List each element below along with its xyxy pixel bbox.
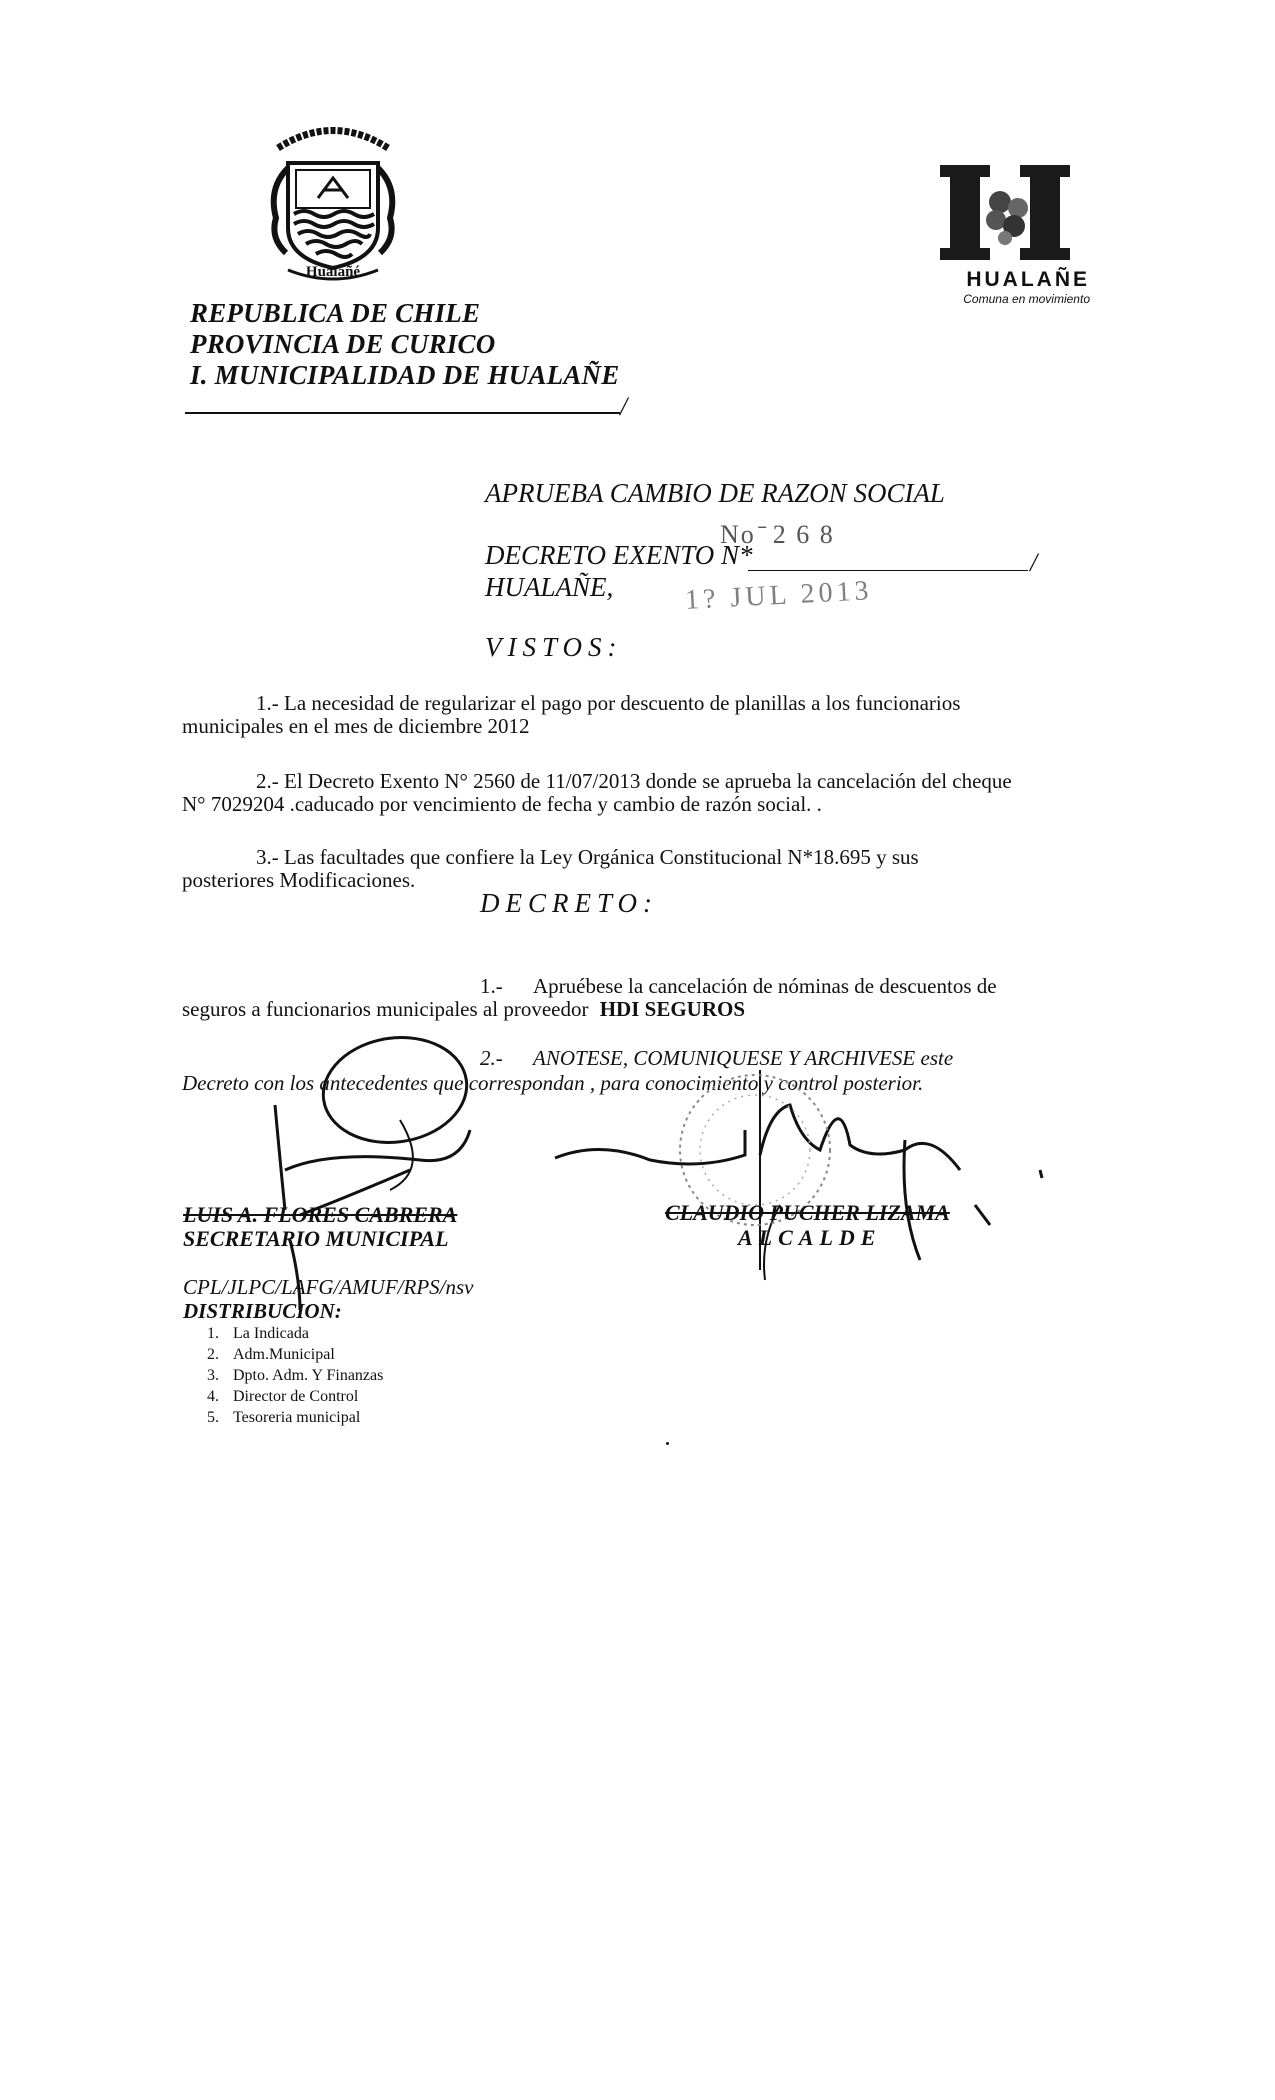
- footer-initials: CPL/JLPC/LAFG/AMUF/RPS/nsv: [183, 1275, 474, 1299]
- header-line-republic: REPUBLICA DE CHILE: [190, 298, 481, 328]
- decreto-item-2-line-1: ANOTESE, COMUNIQUESE Y ARCHIVESE este: [533, 1046, 954, 1070]
- vistos-item-2-line-2: N° 7029204 .caducado por vencimiento de fecha y cambio de razón social. .: [182, 792, 822, 816]
- vistos-item-3-line-2: posteriores Modificaciones.: [182, 868, 416, 892]
- crest-caption-bottom: Hualañé: [305, 264, 361, 280]
- crest-icon: [258, 118, 408, 283]
- decreto-heading: DECRETO:: [480, 888, 659, 918]
- decree-number-label: DECRETO EXENTO N*: [485, 540, 753, 570]
- decree-stamped-number: No ̄ 2 6 8: [720, 520, 835, 549]
- list-item-num: 2.: [207, 1346, 219, 1363]
- left-signatory-name: LUIS A. FLORES CABRERA: [183, 1202, 458, 1227]
- decreto-item-2-line-2: Decreto con los antecedentes que correspondan , para conocimiento y control posterior.: [182, 1071, 924, 1095]
- right-signatory-name: CLAUDIO PUCHER LIZAMA: [665, 1200, 950, 1225]
- list-item-label: La Indicada: [233, 1325, 309, 1342]
- stray-dot: [666, 1442, 669, 1445]
- list-item: [183, 1365, 383, 1386]
- header-line-province: PROVINCIA DE CURICO: [190, 329, 496, 359]
- decreto-item-1-line-2-text: seguros a funcionarios municipales al proveedor: [182, 997, 589, 1021]
- vistos-heading: VISTOS:: [485, 632, 623, 662]
- list-item-num: 4.: [207, 1388, 219, 1405]
- list-item-label: Adm.Municipal: [233, 1346, 335, 1363]
- right-signatory-title: ALCALDE: [738, 1225, 882, 1250]
- list-item-label: Tesoreria municipal: [233, 1409, 361, 1426]
- list-item: [183, 1344, 383, 1365]
- list-item: [183, 1386, 383, 1407]
- vistos-item-1-line-2: municipales en el mes de diciembre 2012: [182, 714, 530, 738]
- list-item-label: Director de Control: [233, 1388, 359, 1405]
- list-item-num: 5.: [207, 1409, 219, 1426]
- header-line-municipality: I. MUNICIPALIDAD DE HUALAÑE: [190, 360, 620, 390]
- vistos-item-2: [182, 770, 1142, 816]
- left-signatory-title: SECRETARIO MUNICIPAL: [183, 1226, 449, 1251]
- decree-place-label: HUALAÑE,: [485, 572, 614, 602]
- vistos-item-1-line-1: 1.- La necesidad de regularizar el pago por descuento de planillas a los funcionarios: [256, 691, 961, 715]
- list-item: [183, 1407, 383, 1428]
- header-rule: [185, 412, 620, 414]
- municipal-crest: [258, 118, 408, 283]
- header-rule-slash: /: [620, 392, 628, 421]
- hualane-h-logo-icon: [920, 160, 1090, 270]
- decreto-item-1-line-1: Apruébese la cancelación de nóminas de descuentos de: [533, 974, 997, 998]
- list-item-label: Dpto. Adm. Y Finanzas: [233, 1367, 384, 1384]
- list-item-num: 1.: [207, 1325, 219, 1342]
- logo-name: HUALAÑE: [966, 268, 1090, 291]
- vistos-item-1: [182, 692, 1142, 738]
- vistos-item-2-line-1: 2.- El Decreto Exento N° 2560 de 11/07/2013 donde se aprueba la cancelación del cheque: [256, 769, 1012, 793]
- distribucion-label: DISTRIBUCION:: [183, 1299, 342, 1323]
- decreto-provider: HDI SEGUROS: [599, 997, 746, 1021]
- hualane-logo: [920, 160, 1090, 310]
- decree-stamped-date: 1? JUL 2013: [684, 575, 874, 616]
- decreto-item-2-num: 2.-: [480, 1046, 503, 1070]
- list-item-num: 3.: [207, 1367, 219, 1384]
- distribucion-list: [183, 1323, 383, 1428]
- vistos-item-3-line-1: 3.- Las facultades que confiere la Ley Orgánica Constitucional N*18.695 y sus: [256, 845, 919, 869]
- decreto-item-1-line-2: [182, 998, 745, 1021]
- decreto-item-1-num: 1.-: [480, 974, 503, 998]
- decree-number-rule: [748, 570, 1028, 571]
- logo-tagline: Comuna en movimiento: [963, 292, 1090, 306]
- list-item: [183, 1323, 383, 1344]
- vistos-item-3: [182, 846, 1142, 892]
- decree-subject: APRUEBA CAMBIO DE RAZON SOCIAL: [485, 478, 945, 508]
- decree-number-slash: /: [1030, 548, 1038, 577]
